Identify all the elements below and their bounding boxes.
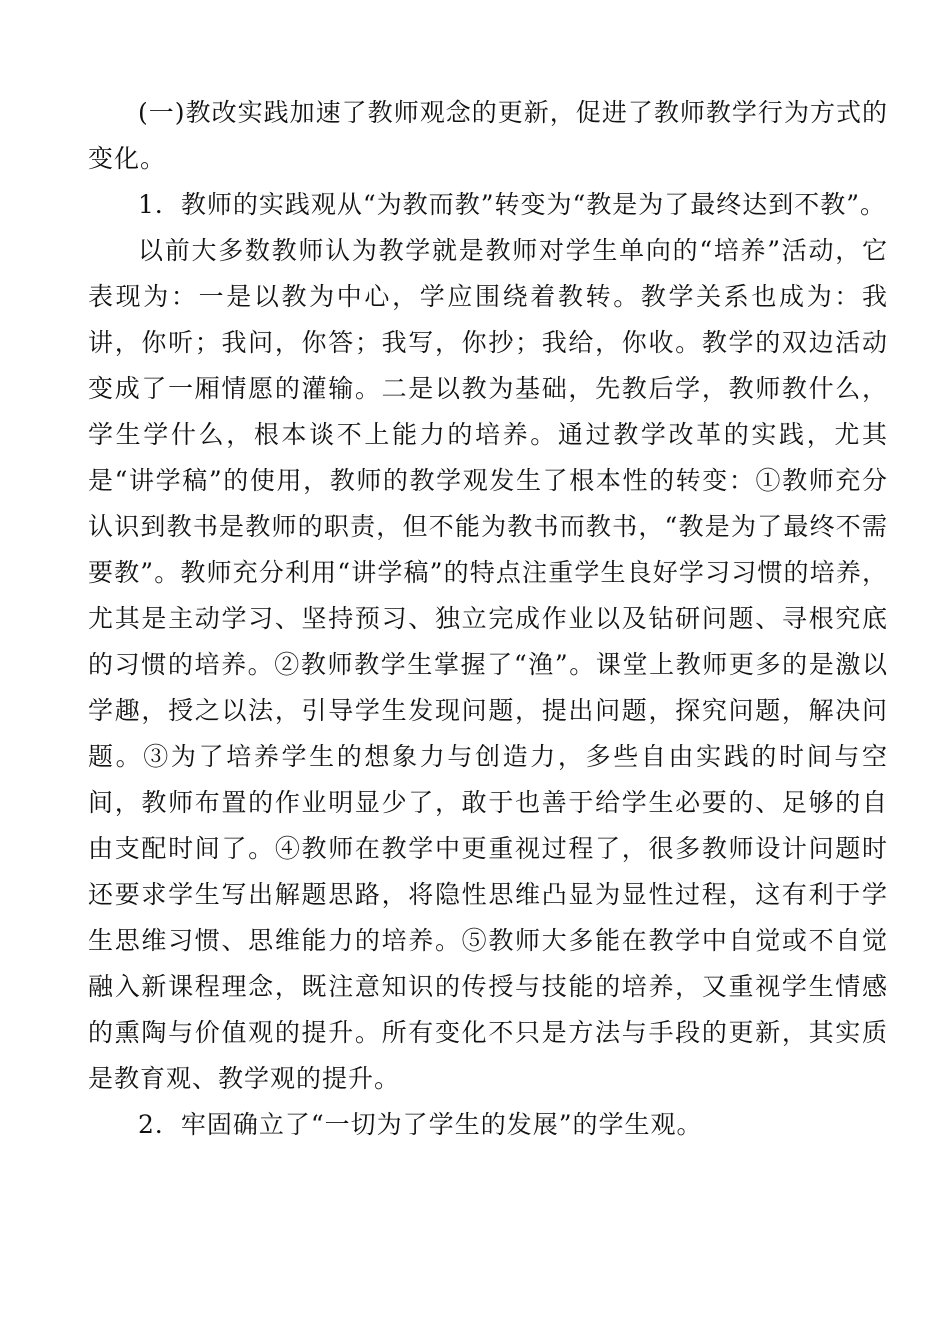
document-body xyxy=(88,90,888,1148)
subsection-heading-2: 2．牢固确立了“一切为了学生的发展”的学生观。 xyxy=(138,1110,703,1139)
body-paragraph: 以前大多数教师认为教学就是教师对学生单向的“培养”活动，它表现为：一是以教为中心，学应围绕着教转。教学关系也成为：我讲，你听；我问，你答；我写，你抄；我给，你收。教学的双边活动变成了一厢情愿的灌输。二是以教为基础，先教后学，教师教什么，学生学什么，根本谈不上能力的培养。通过教学改革的实践，尤其是“讲学稿”的使用，教师的教学观发生了根本性的转变：①教师充分认识到教书是教师的职责，但不能为教书而教书，“教是为了最终不需要教”。教师充分利用“讲学稿”的特点注重学生良好学习习惯的培养，尤其是主动学习、坚持预习、独立完成作业以及钻研问题、寻根究底的习惯的培养。②教师教学生掌握了“渔”。课堂上教师更多的是激以学趣，授之以法，引导学生发现问题，提出问题，探究问题，解决问题。③为了培养学生的想象力与创造力，多些自由实践的时间与空间，教师布置的作业明显少了，敢于也善于给学生必要的、足够的自由支配时间了。④教师在教学中更重视过程了，很多教师设计问题时还要求学生写出解题思路，将隐性思维凸显为显性过程，这有利于学生思维习惯、思维能力的培养。⑤教师大多能在教学中自觉或不自觉融入新课程理念，既注意知识的传授与技能的培养，又重视学生情感的熏陶与价值观的提升。所有变化不只是方法与手段的更新，其实质是教育观、教学观的提升。 xyxy=(88,236,888,1093)
section-heading: (一)教改实践加速了教师观念的更新，促进了教师教学行为方式的变化。 xyxy=(88,98,888,173)
subsection-heading-1: 1．教师的实践观从“为教而教”转变为“教是为了最终达到不教”。 xyxy=(138,190,887,219)
